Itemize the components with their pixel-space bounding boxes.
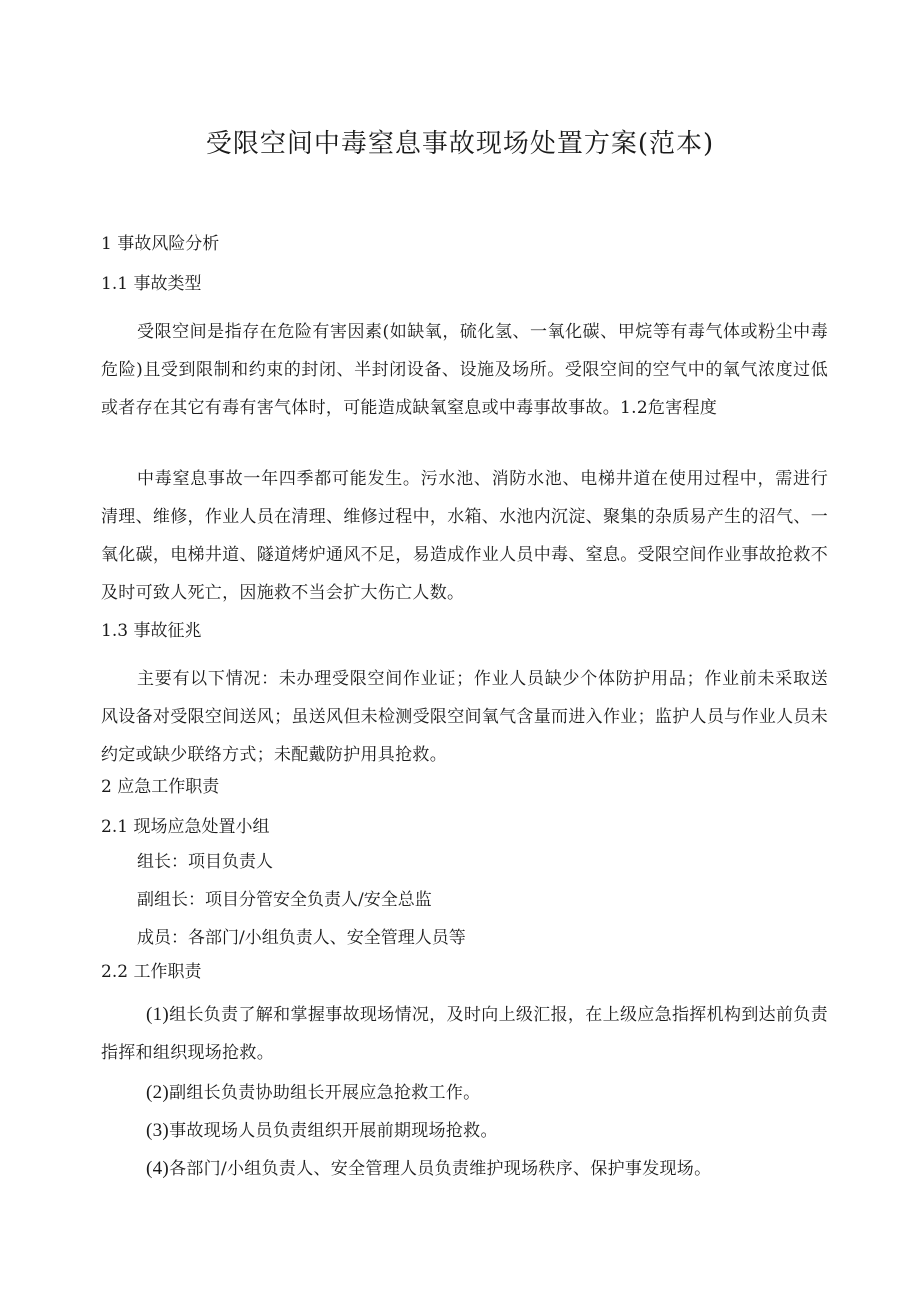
duty-item-3 — [146, 1112, 836, 1150]
member-leader: 组长：项目负责人 — [137, 852, 273, 872]
section-1-heading: 1 事故风险分析 — [101, 234, 220, 254]
duty-number: (4) — [146, 1158, 170, 1179]
section-1-1-paragraph: 受限空间是指存在危险有害因素(如缺氧，硫化氢、一氧化碳、甲烷等有毒气体或粉尘中毒危险)且受到限制和约束的封闭、半封闭设备、设施及场所。受限空间的空气中的氧气浓度过低或者存在其它有毒有害气体时，可能造成缺氧窒息或中毒事故事故。1.2危害程度 — [101, 322, 828, 418]
section-2-1-heading: 2.1 现场应急处置小组 — [101, 817, 270, 837]
section-2-2-heading: 2.2 工作职责 — [101, 962, 202, 982]
section-1-1-heading: 1.1 事故类型 — [101, 274, 202, 294]
section-1-3-paragraph: 主要有以下情况：未办理受限空间作业证；作业人员缺少个体防护用品；作业前未采取送风设备对受限空间送风；虽送风但未检测受限空间氧气含量而进入作业；监护人员与作业人员未约定或缺少联络方式；未配戴防护用具抢救。 — [101, 669, 828, 765]
section-1-3-heading: 1.3 事故征兆 — [101, 621, 202, 641]
member-staff: 成员：各部门/小组负责人、安全管理人员等 — [137, 928, 466, 948]
duty-item-4 — [146, 1150, 836, 1188]
duty-number: (3) — [146, 1120, 170, 1141]
section-2-heading: 2 应急工作职责 — [101, 777, 220, 797]
duty-item-1 — [101, 996, 828, 1072]
duty-text: 副组长负责协助组长开展应急抢救工作。 — [169, 1083, 481, 1103]
duty-text: 组长负责了解和掌握事故现场情况，及时向上级汇报，在上级应急指挥机构到达前负责指挥和组织现场抢救。 — [101, 1005, 828, 1063]
duty-item-2 — [146, 1074, 836, 1112]
duty-text: 各部门/小组负责人、安全管理人员负责维护现场秩序、保护事发现场。 — [169, 1159, 712, 1179]
document-title: 受限空间中毒窒息事故现场处置方案(范本) — [205, 129, 715, 159]
member-deputy-leader: 副组长：项目分管安全负责人/安全总监 — [137, 890, 432, 910]
duty-number: (2) — [146, 1082, 170, 1103]
duty-number: (1) — [146, 1004, 170, 1025]
section-1-2-paragraph: 中毒窒息事故一年四季都可能发生。污水池、消防水池、电梯井道在使用过程中，需进行清理、维修，作业人员在清理、维修过程中，水箱、水池内沉淀、聚集的杂质易产生的沼气、一氧化碳，电梯井道、隧道烤炉通风不足，易造成作业人员中毒、窒息。受限空间作业事故抢救不及时可致人死亡，因施救不当会扩大伤亡人数。 — [101, 469, 828, 603]
duty-text: 事故现场人员负责组织开展前期现场抢救。 — [169, 1121, 498, 1141]
